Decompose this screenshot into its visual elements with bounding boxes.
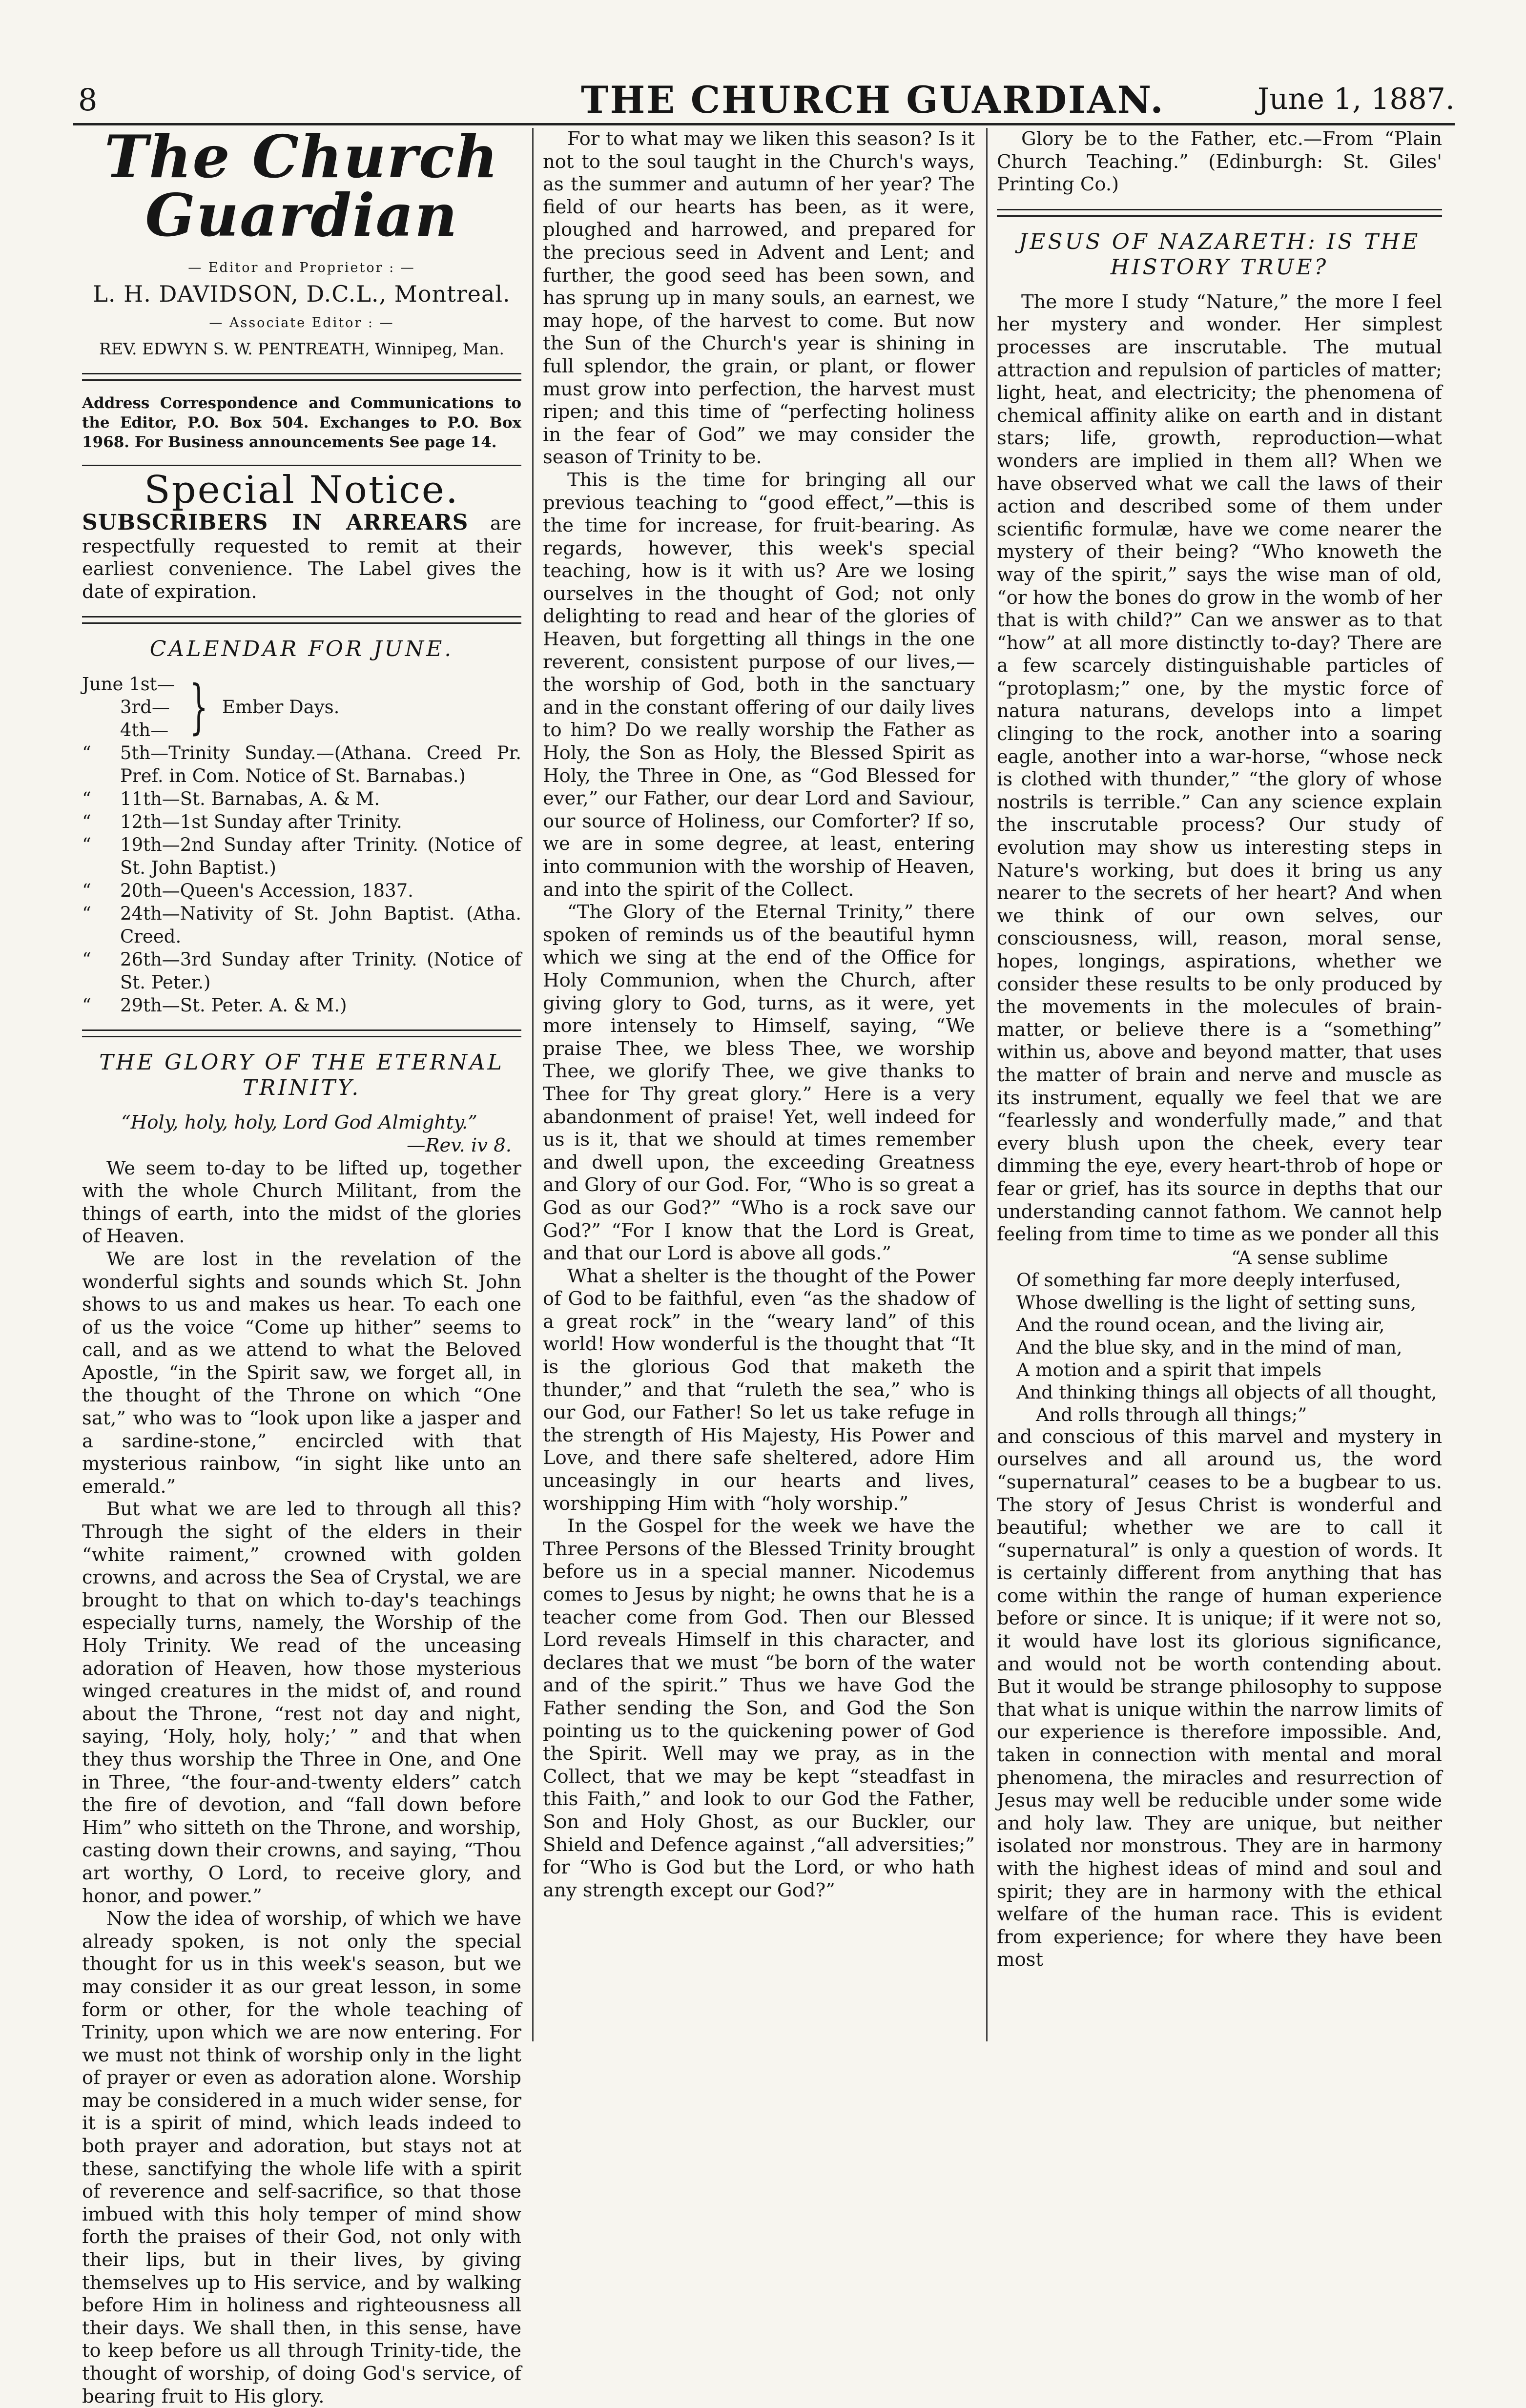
ember-date: 3rd—: [120, 697, 170, 718]
poem-line: A motion and a spirit that impels: [1016, 1358, 1322, 1380]
article-paragraph: and conscious of this marvel and mystery in ourselves and all around us, the word “supernatural” ceases to be a bugbear to us. The story of Jesus Christ is wonderful and beautiful; whether we are to call it “supernatural” is only a question of words. It is certainly different from anything that has come within the range of human experience before or since. It is unique; if it were not so, it would have lost its glorious significance, and would not be worth contending about. But it would be strange philosophy to suppose that what is unique within the narrow limits of our experience is therefore impossible. And, taken in connection with mental and moral phenomena, the miracles and resurrection of Jesus may well be reducible under some wide and holy law. They are unique, but neither isolated nor monstrous. They are in harmony with the highest ideas of mind and soul and spirit; they are in harmony with the ethical welfare of the human race. This is evident from experience; for where they have been most: [997, 1425, 1442, 1971]
poem: [997, 1246, 1442, 1426]
brace-glyph: }: [189, 673, 208, 741]
page-number: 8: [78, 82, 98, 118]
calendar-entry: “ 24th—Nativity of St. John Baptist. (Atha. Creed.: [82, 903, 521, 947]
calendar-entry: “ 12th—1st Sunday after Trinity.: [82, 811, 402, 833]
calendar-entry: “ 11th—St. Barnabas, A. & M.: [82, 788, 380, 810]
arrears-body: are respectfully requested to remit at their earliest convenience. The Label gives the date of expiration.: [82, 512, 521, 603]
editor-label: — Editor and Proprietor : —: [188, 260, 415, 275]
masthead-title: The Church Guardian: [104, 123, 499, 250]
poem-line: And thinking things all objects of all thought,: [1016, 1381, 1437, 1403]
ember-date: June 1st—: [82, 674, 175, 695]
article-motto: “Holy, holy, holy, Lord God Almighty.”: [121, 1111, 477, 1134]
article-paragraph: Now the idea of worship, of which we have already spoken, is not only the special thought for us in this week's season, but we may consider it as our great lesson, in some form or other, for the whole teaching of Trinity, upon which we are now entering. For we must not think of worship only in the light of prayer or even as adoration alone. Worship may be considered in a much wider sense, for it is a spirit of mind, which leads indeed to both prayer and adoration, but stays not at these, sanctifying the whole life with a spirit of reverence and self-sacrifice, so that those imbued with this holy temper of mind show forth the praises of their God, not only with their lips, but in their lives, by giving themselves up to His service, and by walking before Him in holiness and righteousness all their days. We shall then, in this sense, have to keep before us all through Trinity-tide, the thought of worship, of doing God's service, of bearing fruit to His glory.: [82, 1908, 521, 2408]
calendar-entry: “ 26th—3rd Sunday after Trinity. (Notice of St. Peter.): [82, 949, 521, 993]
divider: [997, 209, 1442, 217]
address-notice: Address Correspondence and Communications to the Editor, P.O. Box 504. Exchanges to P.O. Box 1968. For Business announcements See page 14.: [82, 394, 521, 452]
divider: [82, 616, 521, 624]
column-rule: [532, 128, 534, 2041]
article-paragraph: This is the time for bringing all our previous teaching to “good effect,”—this is the time for increase, for fruit-bearing. As regards, however, this week's special teaching, how is it with us? Are we losing ourselves in the thought of God; not only delighting to read and hear of the glories of Heaven, but forgetting all things in the one reverent, consistent purpose of our lives,—the worship of God, both in the sanctuary and in the constant offering of our daily lives to him? Do we really worship the Father as Holy, the Son as Holy, the Blessed Spirit as Holy, the Three in One, as “God Blessed for ever,” our Father, our dear Lord and Saviour, our source of Holiness, our Comforter? If so, we are in some degree, at least, entering into communion with the worship of Heaven, and into the spirit of the Collect.: [543, 469, 975, 901]
calendar-entry: “ 5th—Trinity Sunday.—(Athana. Creed Pr. Pref. in Com. Notice of St. Barnabas.): [82, 742, 521, 787]
arrears-lead: SUBSCRIBERS IN ARREARS: [82, 510, 469, 535]
divider: [82, 1029, 521, 1037]
column-rule: [986, 128, 988, 2041]
article-paragraph: For to what may we liken this season? Is it not to the soul taught in the Church's ways, as the summer and autumn of her year? The field of our hearts has been, as it were, ploughed and harrowed, and prepared for the precious seed in Advent and Lent; and further, the good seed has been sown, and has sprung up in many souls, an earnest, we may hope, of the harvest to come. But now the Sun of the Church's year is shining in full splendor, the grain, or plant, or flower must grow into perfection, the harvest must ripen; and this time of “perfecting holiness in the fear of God” we may consider the season of Trinity to be.: [543, 128, 975, 469]
article-title: THE GLORY OF THE ETERNAL TRINITY.: [99, 1050, 504, 1101]
article-paragraph: The more I study “Nature,” the more I feel her mystery and wonder. Her simplest processes are inscrutable. The mutual attraction and repulsion of particles of matter; light, heat, and electricity; the phenomena of chemical affinity alike on earth and in distant stars; life, growth, reproduction—what wonders are implied in them all? When we have observed what we call the laws of their action and described some of them under scientific formulæ, have we come nearer the mystery of their being? “Who knoweth the way of the spirit,” says the wise man of old, “or how the bones do grow in the womb of her that is with child?” Can we answer as to that “how” at all more distinctly to-day? There are a few scarcely distinguishable particles of “protoplasm;” one, by the mystic force of natura naturans, develops into a limpet clinging to the rock, another into a soaring eagle, another into a war-horse, “whose neck is clothed with thunder,” “the glory of whose nostrils is terrible.” Can any science explain the inscrutable process? Our study of evolution may show us interesting steps in Nature's working, but does it bring us any nearer to the secrets of her heart? And when we think of our own selves, our consciousness, will, reason, moral sense, hopes, longings, aspirations, whether we consider these results to be only produced by the movements in the molecules of brain-matter, or believe there is a “something” within us, above and beyond matter, that uses the matter of brain and nerve and muscle as its instrument, equally we feel that we are “fearlessly and wonderfully made,” and that every blush upon the cheek, every tear dimming the eye, every heart-throb of hope or fear or grief, has its source in depths that our understanding cannot fathom. We cannot help feeling from time to time as we ponder all this: [997, 290, 1442, 1246]
associate-editor-label: — Associate Editor : —: [209, 315, 394, 331]
article-paragraph: What a shelter is the thought of the Power of God to be faithful, even “as the shadow of a great rock” in the “weary land” of this world! How wonderful is the thought that “It is the glorious God that maketh the thunder,” and that “ruleth the sea,” who is our God, our Father! So let us take refuge in the strength of His Majesty, His Power and Love, and there safe sheltered, adore Him unceasingly in our hearts and lives, worshipping Him with “holy worship.”: [543, 1265, 975, 1515]
article-paragraph: Glory be to the Father, etc.—From “Plain Church Teaching.” (Edinburgh: St. Giles' Printing Co.): [997, 128, 1442, 196]
special-notice-title: Special Notice.: [144, 468, 459, 513]
poem-line: And the round ocean, and the living air,: [1016, 1314, 1385, 1336]
calendar-title: CALENDAR FOR JUNE.: [149, 637, 454, 662]
article-paragraph: But what we are led to through all this? Through the sight of the elders in their “white raiment,” crowned with golden crowns, and across the Sea of Crystal, we are brought to that on which to-day's teachings especially turns, namely, the Worship of the Holy Trinity. We read of the unceasing adoration of Heaven, how those mysterious winged creatures in the midst of, and round about the Throne, “rest not day and night, saying, ‘Holy, holy, holy;’ ” and that when they thus worship the Three in One, and One in Three, “the four-and-twenty elders” catch the fire of devotion, and “fall down before Him” who sitteth on the Throne, and worship, casting down their crowns, and saying, “Thou art worthy, O Lord, to receive glory, and honor, and power.”: [82, 1498, 521, 1907]
ember-dates: [82, 673, 175, 741]
newspaper-title: THE CHURCH GUARDIAN.: [581, 78, 1165, 122]
poem-line: Whose dwelling is the light of setting suns,: [1016, 1291, 1417, 1313]
ember-days: [82, 673, 521, 741]
poem-line: And rolls through all things;”: [1036, 1403, 1307, 1425]
article-paragraph: In the Gospel for the week we have the Three Persons of the Blessed Trinity brought before us in a special manner. Nicodemus comes to Jesus by night; he owns that he is a teacher come from God. Then our Blessed Lord reveals Himself in this character, and declares that we must “be born of the water and of the spirit.” Thus we have God the Father sending the Son, and God the Son pointing us to the quickening power of God the Spirit. Well may we pray, as in the Collect, that we may be kept “steadfast in this Faith,” and look to our God the Father, Son and Holy Ghost, as our Buckler, our Shield and Defence against ‚“all adversities;” for “Who is God but the Lord, or who hath any strength except our God?”: [543, 1515, 975, 1901]
ember-label: Ember Days.: [222, 697, 340, 718]
motto-citation: —Rev. iv 8.: [407, 1134, 512, 1156]
ember-date: 4th—: [120, 720, 169, 741]
running-head: [73, 78, 1455, 125]
issue-date: June 1, 1887.: [1257, 82, 1455, 116]
calendar: [82, 673, 521, 1017]
calendar-entry: “ 20th—Queen's Accession, 1837.: [82, 880, 413, 902]
column-2: [543, 128, 975, 2041]
poem-line: “A sense sublime: [1231, 1246, 1388, 1268]
calendar-entry: “ 19th—2nd Sunday after Trinity. (Notice of St. John Baptist.): [82, 834, 521, 879]
divider: [82, 465, 521, 466]
poem-line: Of something far more deeply interfused,: [1016, 1269, 1401, 1291]
divider: [82, 373, 521, 381]
column-1: [82, 123, 521, 2408]
arrears-notice: [82, 512, 521, 603]
associate-editor-name: REV. EDWYN S. W. PENTREATH, Winnipeg, Man.: [99, 339, 504, 358]
article-paragraph: We seem to-day to be lifted up, together with the whole Church Militant, from the things of earth, into the midst of the glories of Heaven.: [82, 1157, 521, 1248]
article-paragraph: We are lost in the revelation of the wonderful sights and sounds which St. John shows to us and makes us hear. To each one of us the voice “Come up hither” seems to call, and as we attend to what the Beloved Apostle, “in the Spirit saw, we forget all, in the thought of the Throne on which “One sat,” who was to “look upon like a jasper and a sardine-stone,” encircled with that mysterious rainbow, “in sight like unto an emerald.”: [82, 1248, 521, 1498]
column-3: [997, 128, 1442, 2041]
calendar-entry: “ 29th—St. Peter. A. & M.): [82, 995, 347, 1016]
article-title: JESUS OF NAZARETH: IS THE HISTORY TRUE?: [1018, 229, 1421, 280]
poem-line: And the blue sky, and in the mind of man,: [1016, 1336, 1402, 1358]
article-paragraph: “The Glory of the Eternal Trinity,” there spoken of reminds us of the beautiful hymn which we sing at the end of the Office for Holy Communion, when the Church, after giving glory to God, turns, as it were, yet more intensely to Himself, saying, “We praise Thee, we bless Thee, we worship Thee, we glorify Thee, we give thanks to Thee for Thy great glory.” Here is a very abandonment of praise! Yet, well indeed for us is it, that we should at times remember and dwell upon, the exceeding Greatness and Glory of our God. For, “Who is so great a God as our God?” “Who is a rock save our God?” “For I know that the Lord is Great, and that our Lord is above all gods.”: [543, 901, 975, 1265]
editor-name: L. H. DAVIDSON, D.C.L., Montreal.: [93, 280, 511, 307]
